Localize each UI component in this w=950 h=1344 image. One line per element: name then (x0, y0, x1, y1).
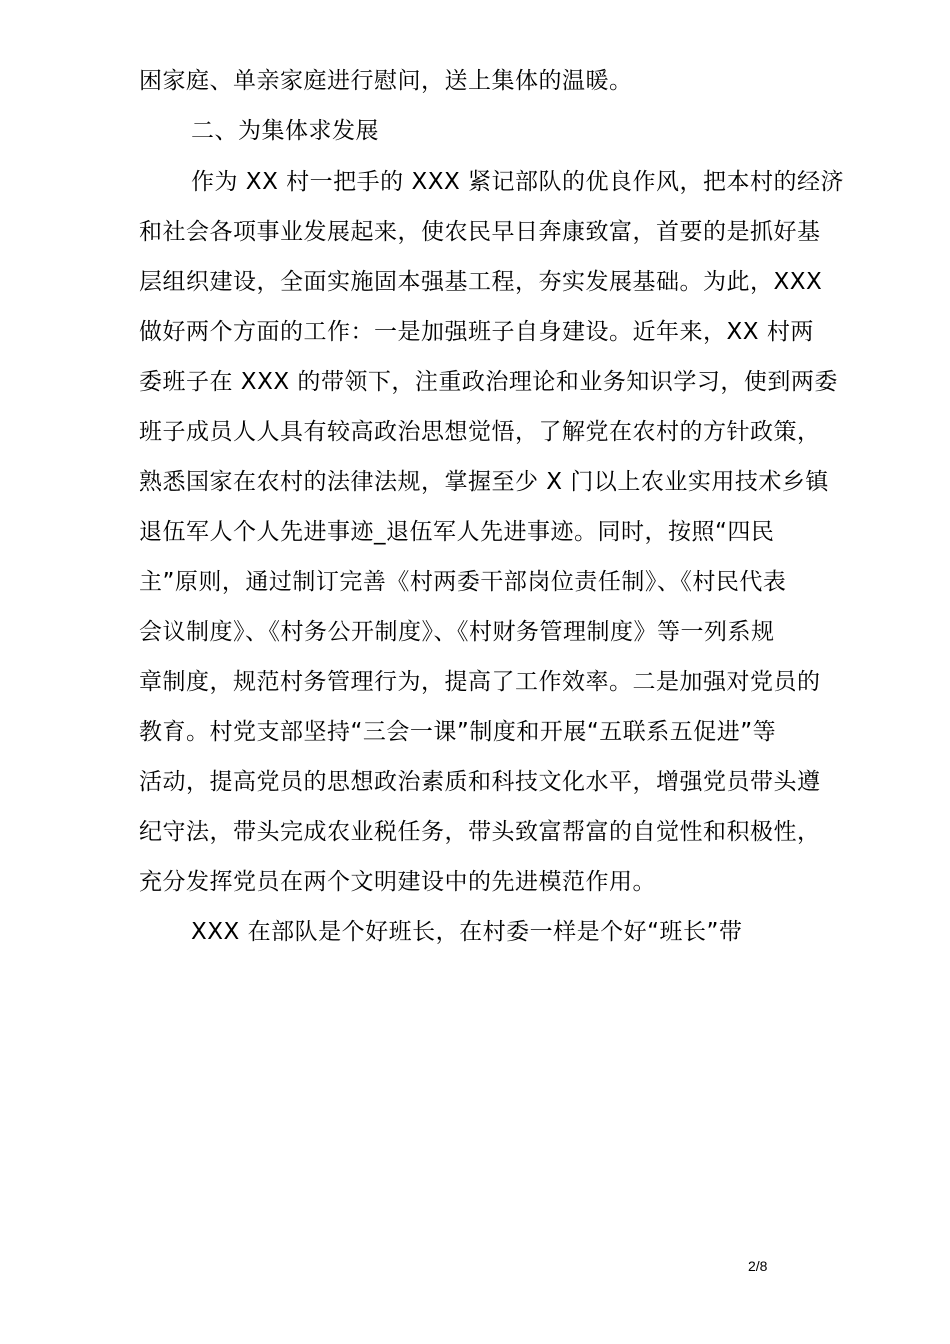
text-line-9: 熟悉国家在农村的法律法规，掌握至少 X 门以上农业实用技术乡镇 (139, 469, 829, 495)
text-line-6: 做好两个方面的工作：一是加强班子自身建设。近年来，XX 村两 (139, 319, 814, 345)
text-line-1: 困家庭、单亲家庭进行慰问，送上集体的温暖。 (139, 68, 633, 94)
text-line-4: 和社会各项事业发展起来，使农民早日奔康致富，首要的是抓好基 (139, 219, 821, 245)
text-line-10: 退伍军人个人先进事迹_退伍军人先进事迹。同时，按照“四民 (139, 519, 775, 545)
text-line-7: 委班子在 XXX 的带领下，注重政治理论和业务知识学习，使到两委 (139, 369, 838, 395)
text-line-18: XXX 在部队是个好班长，在村委一样是个好“班长”带 (191, 919, 743, 945)
text-line-14: 教育。村党支部坚持“三会一课”制度和开展“五联系五促进”等 (139, 719, 777, 745)
text-line-3: 作为 XX 村一把手的 XXX 紧记部队的优良作风，把本村的经济 (191, 169, 845, 195)
text-line-5: 层组织建设，全面实施固本强基工程，夯实发展基础。为此，XXX (139, 269, 823, 295)
text-line-12: 会议制度》、《村务公开制度》、《村财务管理制度》等一列系规 (139, 619, 775, 645)
text-line-13: 章制度，规范村务管理行为，提高了工作效率。二是加强对党员的 (139, 669, 821, 695)
text-line-15: 活动，提高党员的思想政治素质和科技文化水平，增强党员带头遵 (139, 769, 821, 795)
text-line-11: 主”原则，通过制订完善《村两委干部岗位责任制》、《村民代表 (139, 569, 787, 595)
section-heading: 二、为集体求发展 (191, 118, 379, 144)
text-line-8: 班子成员人人具有较高政治思想觉悟，了解党在农村的方针政策， (139, 419, 821, 445)
text-line-17: 充分发挥党员在两个文明建设中的先进模范作用。 (139, 869, 656, 895)
text-line-16: 纪守法，带头完成农业税任务，带头致富帮富的自觉性和积极性， (139, 819, 821, 845)
page-number: 2/8 (748, 1258, 768, 1274)
